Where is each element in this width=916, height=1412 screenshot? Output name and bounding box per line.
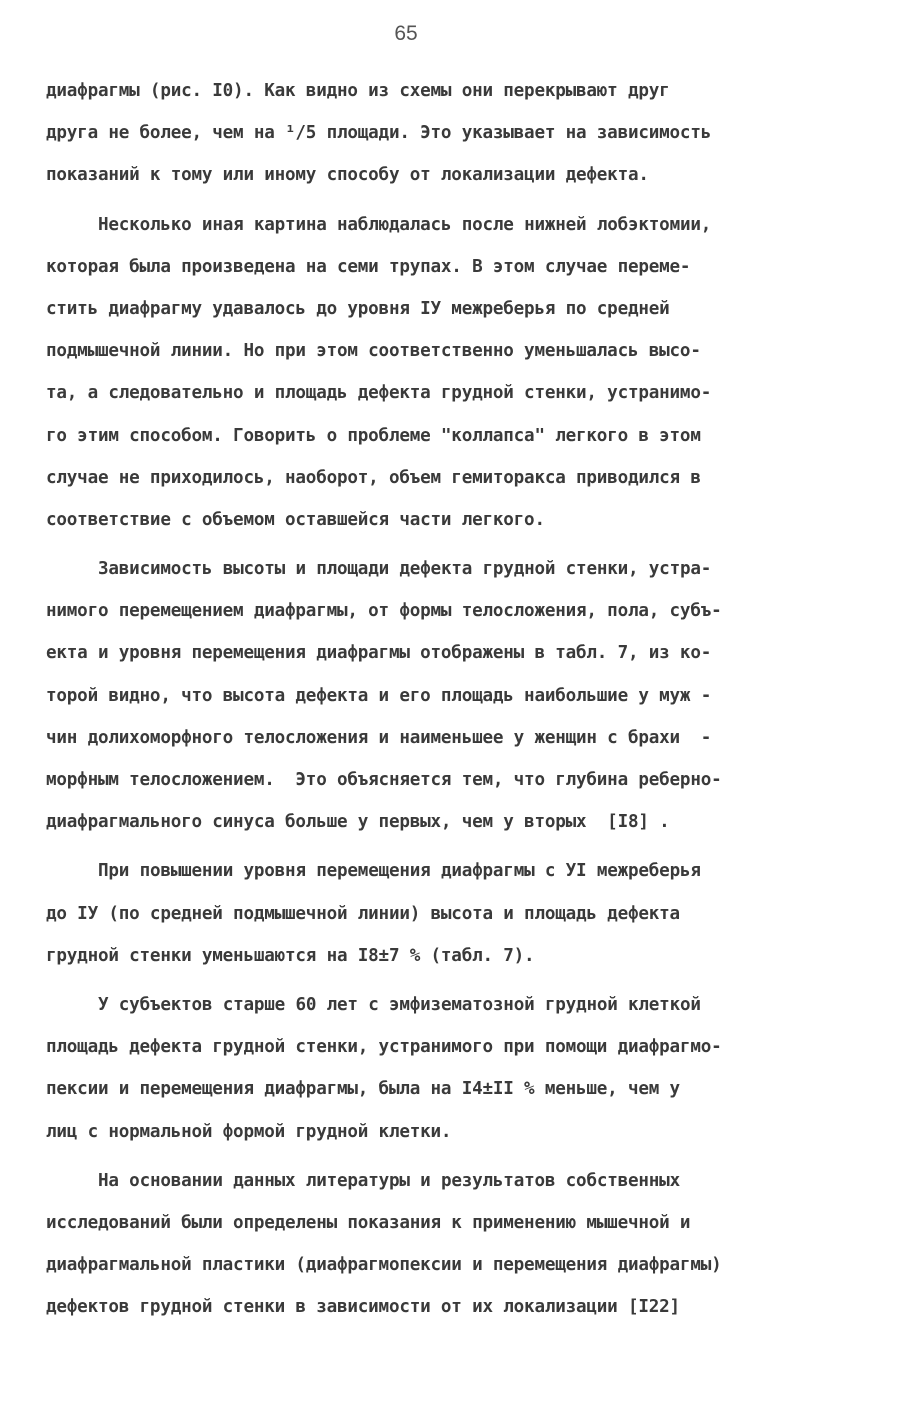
text-line: случае не приходилось, наоборот, объем гемиторакса приводился в [46, 467, 701, 488]
paragraph-1 [46, 70, 876, 197]
text-line: которая была произведена на семи трупах. В этом случае переме- [46, 256, 691, 277]
paragraph-6 [46, 1160, 876, 1329]
text-line: стить диафрагму удавалось до уровня IУ межреберья по средней [46, 298, 670, 319]
document-body [46, 70, 876, 1335]
text-line: У субъектов старше 60 лет с эмфизематозной грудной клеткой [98, 994, 701, 1015]
text-line: морфным телосложением. Это объясняется тем, что глубина реберно- [46, 770, 722, 790]
text-line: торой видно, что высота дефекта и его площадь наибольшие у муж - [46, 685, 712, 706]
text-line: друга не более, чем на ¹/5 площади. Это указывает на зависимость [46, 123, 712, 144]
text-line: пексии и перемещения диафрагмы, была на I4±II % меньше, чем у [46, 1079, 680, 1100]
text-line: диафрагмальной пластики (диафрагмопексии и перемещения диафрагмы) [46, 1255, 722, 1276]
text-line: При повышении уровня перемещения диафрагмы с УI межреберья [98, 861, 701, 882]
paragraph-3 [46, 548, 876, 843]
text-line: грудной стенки уменьшаются на I8±7 % (табл. 7). [46, 945, 535, 966]
text-line: нимого перемещением диафрагмы, от формы телосложения, пола, субъ- [46, 601, 722, 622]
text-line: дефектов грудной стенки в зависимости от их локализации [I22] [46, 1297, 680, 1318]
text-line: площадь дефекта грудной стенки, устранимого при помощи диафрагмо- [46, 1037, 722, 1058]
text-line: подмышечной линии. Но при этом соответственно уменьшалась высо- [46, 341, 701, 362]
text-line: диафрагмального синуса больше у первых, чем у вторых [I8] . [46, 812, 670, 833]
text-line: показаний к тому или иному способу от локализации дефекта. [46, 165, 649, 186]
text-line: го этим способом. Говорить о проблеме "коллапса" легкого в этом [46, 425, 701, 446]
paragraph-2 [46, 204, 876, 542]
text-line: екта и уровня перемещения диафрагмы отображены в табл. 7, из ко- [46, 643, 712, 664]
text-line: Несколько иная картина наблюдалась после нижней лобэктомии, [98, 214, 712, 235]
text-line: Зависимость высоты и площади дефекта грудной стенки, устра- [98, 559, 712, 580]
text-line: соответствие с объемом оставшейся части легкого. [46, 509, 545, 530]
text-line: чин долихоморфного телосложения и наименьшее у женщин с брахи - [46, 727, 712, 748]
page-number: 65 [394, 22, 418, 45]
text-line: лиц с нормальной формой грудной клетки. [46, 1121, 452, 1142]
text-line: На основании данных литературы и результатов собственных [98, 1170, 680, 1191]
text-line: та, а следовательно и площадь дефекта грудной стенки, устранимо- [46, 383, 712, 404]
text-line: исследований были определены показания к применению мышечной и [46, 1212, 691, 1233]
paragraph-4 [46, 850, 876, 977]
text-line: до IУ (по средней подмышечной линии) высота и площадь дефекта [46, 903, 680, 924]
text-line: диафрагмы (рис. I0). Как видно из схемы они перекрывают друг [46, 81, 670, 101]
paragraph-5 [46, 984, 876, 1153]
